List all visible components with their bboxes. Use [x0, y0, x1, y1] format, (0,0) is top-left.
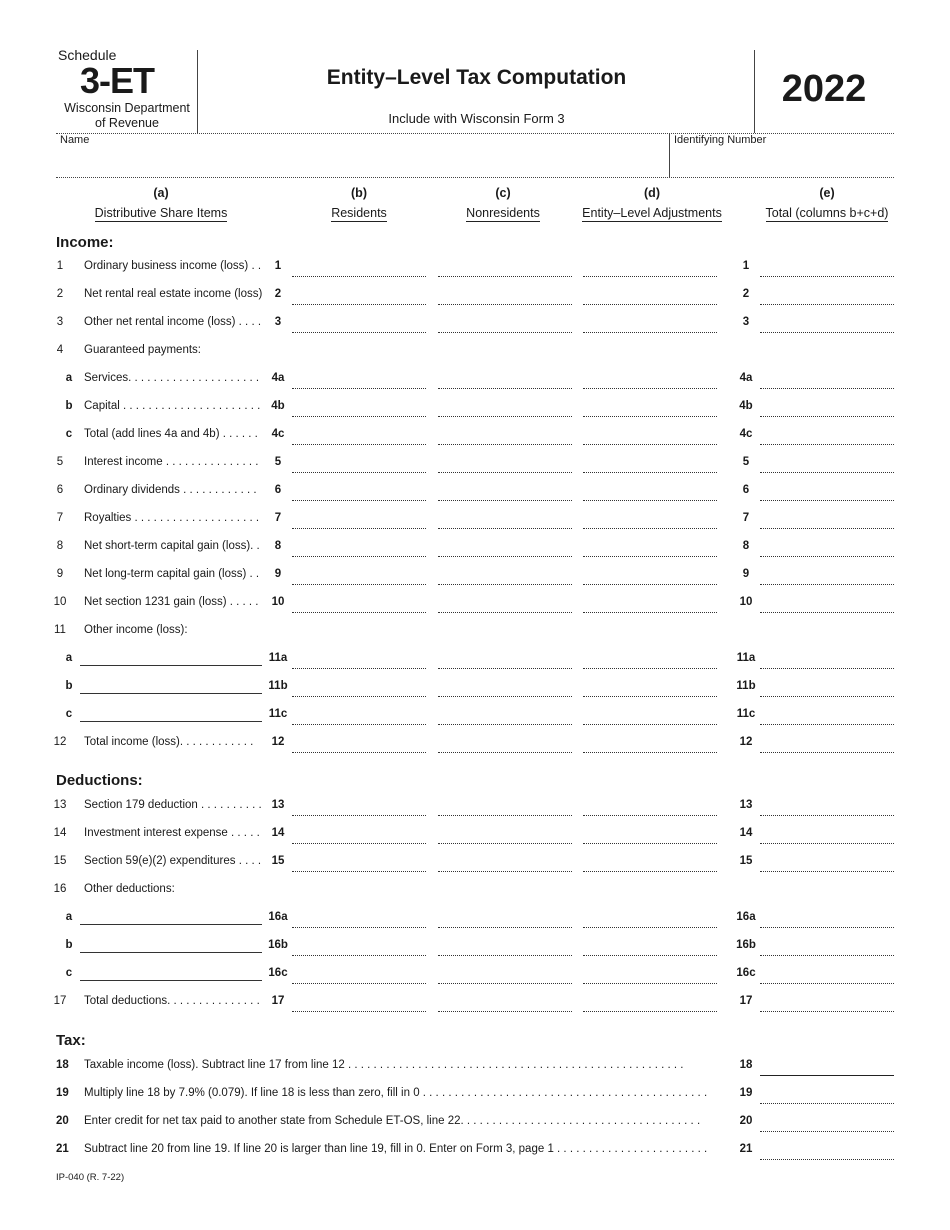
amount-field-col-c[interactable] [438, 696, 572, 697]
deduction-line-row [0, 939, 950, 959]
amount-field-col-c[interactable] [438, 472, 572, 473]
line-ref-right: 7 [742, 512, 750, 524]
deduction-line-row [0, 995, 950, 1015]
line-ref-right: 9 [742, 568, 750, 580]
column-name: Total (columns b+c+d) [765, 206, 889, 220]
amount-field-col-d[interactable] [583, 668, 717, 669]
line-ref-left: 16b [268, 939, 288, 951]
line-ref-right: 16b [736, 939, 756, 951]
amount-field-col-b[interactable] [292, 815, 426, 816]
column-name: Distributive Share Items [94, 206, 228, 220]
amount-field-col-d[interactable] [583, 444, 717, 445]
line-ref-left: 11c [268, 708, 288, 720]
line-ref-right: 10 [739, 596, 753, 608]
line-ref-right: 16c [736, 967, 756, 979]
income-line-row [0, 316, 950, 336]
line-description: Ordinary business income (loss) . . [84, 260, 262, 272]
income-line-row [0, 260, 950, 280]
line-description: Total deductions. . . . . . . . . . . . . . . [84, 995, 260, 1007]
line-number: c [65, 967, 73, 979]
amount-field-col-d[interactable] [583, 556, 717, 557]
amount-field-col-c[interactable] [438, 955, 572, 956]
form-id-footer: IP-040 (R. 7-22) [56, 1172, 125, 1183]
amount-field-col-b[interactable] [292, 752, 426, 753]
section-income: Income: [56, 234, 114, 251]
income-line-row [0, 540, 950, 560]
amount-field-col-d[interactable] [583, 388, 717, 389]
deduction-line-row [0, 883, 950, 903]
line-ref-right: 4c [739, 428, 753, 440]
income-line-row [0, 736, 950, 756]
amount-field-col-c[interactable] [438, 612, 572, 613]
amount-field-col-b[interactable] [292, 472, 426, 473]
amount-field-col-b[interactable] [292, 556, 426, 557]
amount-field-col-d[interactable] [583, 304, 717, 305]
amount-field-col-e[interactable] [760, 584, 894, 585]
column-letter: (e) [819, 186, 835, 200]
amount-field-col-b[interactable] [292, 612, 426, 613]
section-tax: Tax: [56, 1032, 86, 1049]
identifying-number-label: Identifying Number [674, 134, 767, 146]
line-description: Guaranteed payments: [84, 344, 201, 356]
line-description: Section 179 deduction . . . . . . . . . . [84, 799, 262, 811]
amount-field-col-c[interactable] [438, 871, 572, 872]
line-description: Royalties . . . . . . . . . . . . . . . . . . . . [84, 512, 260, 524]
column-header-b [292, 186, 426, 222]
column-header-e [756, 186, 898, 222]
amount-field-col-c[interactable] [438, 1011, 572, 1012]
amount-field-col-b[interactable] [292, 955, 426, 956]
line-number: 19 [56, 1087, 69, 1099]
line-description: Subtract line 20 from line 19. If line 20 is larger than line 19, fill in 0. Enter on Form 3, page 1 . . . . . . . . . . . . . . . . . . . . . . . . [84, 1143, 708, 1155]
amount-field-col-e[interactable] [760, 843, 894, 844]
income-line-row [0, 568, 950, 588]
line-ref-left: 8 [274, 540, 282, 552]
description-input[interactable] [80, 665, 262, 666]
line-ref-left: 7 [274, 512, 282, 524]
amount-field-col-e[interactable] [760, 871, 894, 872]
line-ref-left: 13 [271, 799, 285, 811]
line-ref-left: 1 [274, 260, 282, 272]
amount-field-col-c[interactable] [438, 815, 572, 816]
line-ref-left: 15 [271, 855, 285, 867]
amount-field-col-b[interactable] [292, 444, 426, 445]
header-divider-left [197, 50, 198, 133]
line-ref-right: 4b [739, 400, 753, 412]
line-number: 14 [53, 827, 67, 839]
line-ref-right: 12 [739, 736, 753, 748]
line-ref-left: 2 [274, 288, 282, 300]
column-letter: (b) [351, 186, 367, 200]
line-ref-right: 17 [739, 995, 753, 1007]
amount-field-col-b[interactable] [292, 388, 426, 389]
amount-field-col-b[interactable] [292, 500, 426, 501]
line-ref-right: 14 [739, 827, 753, 839]
tax-line-row [0, 1143, 950, 1163]
line-description: Taxable income (loss). Subtract line 17 from line 12 . . . . . . . . . . . . . . . . . . . . . . . . . . . . . . . . . . . . . . . . . . . . . . . . . . . . . [84, 1059, 684, 1071]
description-input[interactable] [80, 924, 262, 925]
amount-field-col-d[interactable] [583, 500, 717, 501]
amount-field-total[interactable] [760, 1159, 894, 1160]
amount-field-col-c[interactable] [438, 584, 572, 585]
identifying-number-field[interactable] [672, 147, 894, 175]
line-description: Net long-term capital gain (loss) . . [84, 568, 260, 580]
line-ref-right: 15 [739, 855, 753, 867]
amount-field-col-d[interactable] [583, 416, 717, 417]
line-description: Enter credit for net tax paid to another state from Schedule ET-OS, line 22. . . . . . . . . . . . . . . . . . . . . . . . . . . . . . . . . . . . . . [84, 1115, 701, 1127]
amount-field-col-c[interactable] [438, 927, 572, 928]
amount-field-col-d[interactable] [583, 724, 717, 725]
amount-field-col-b[interactable] [292, 843, 426, 844]
amount-field-col-c[interactable] [438, 983, 572, 984]
line-description: Interest income . . . . . . . . . . . . . . . [84, 456, 259, 468]
line-ref-left: 12 [271, 736, 285, 748]
amount-field-col-d[interactable] [583, 332, 717, 333]
deduction-line-row [0, 855, 950, 875]
line-ref-right: 6 [742, 484, 750, 496]
amount-field-col-e[interactable] [760, 815, 894, 816]
deduction-line-row [0, 799, 950, 819]
amount-field-col-b[interactable] [292, 332, 426, 333]
description-input[interactable] [80, 693, 262, 694]
line-ref-right: 20 [739, 1115, 753, 1127]
amount-field-col-c[interactable] [438, 444, 572, 445]
line-description: Net section 1231 gain (loss) . . . . . [84, 596, 259, 608]
amount-field-col-c[interactable] [438, 528, 572, 529]
income-line-row [0, 596, 950, 616]
line-number: 8 [56, 540, 64, 552]
amount-field-col-b[interactable] [292, 416, 426, 417]
line-number: b [65, 400, 73, 412]
amount-field-col-d[interactable] [583, 752, 717, 753]
line-number: 4 [56, 344, 64, 356]
line-ref-left: 5 [274, 456, 282, 468]
amount-field-col-e[interactable] [760, 1011, 894, 1012]
line-number: 5 [56, 456, 64, 468]
amount-field-col-e[interactable] [760, 983, 894, 984]
line-ref-left: 17 [271, 995, 285, 1007]
amount-field-col-d[interactable] [583, 955, 717, 956]
column-letter: (d) [644, 186, 660, 200]
amount-field-col-e[interactable] [760, 388, 894, 389]
line-ref-left: 11a [268, 652, 288, 664]
description-input[interactable] [80, 980, 262, 981]
tax-line-row [0, 1115, 950, 1135]
schedule-code: 3-ET [80, 60, 155, 101]
amount-field-col-d[interactable] [583, 276, 717, 277]
income-line-row [0, 456, 950, 476]
line-ref-left: 4c [271, 428, 285, 440]
line-number: 15 [53, 855, 67, 867]
amount-field-col-c[interactable] [438, 752, 572, 753]
line-description: Other income (loss): [84, 624, 188, 636]
amount-field-col-d[interactable] [583, 983, 717, 984]
income-line-row [0, 512, 950, 532]
line-number: 7 [56, 512, 64, 524]
line-ref-left: 16a [268, 911, 288, 923]
line-description: Net short-term capital gain (loss). . [84, 540, 260, 552]
amount-field-col-d[interactable] [583, 528, 717, 529]
column-header-c [436, 186, 570, 222]
amount-field-col-e[interactable] [760, 304, 894, 305]
line-number: c [65, 428, 73, 440]
income-line-row [0, 288, 950, 308]
amount-field-col-b[interactable] [292, 584, 426, 585]
column-letter: (c) [495, 186, 511, 200]
amount-field-col-b[interactable] [292, 927, 426, 928]
line-number: 9 [56, 568, 64, 580]
income-line-row [0, 680, 950, 700]
amount-field-col-b[interactable] [292, 696, 426, 697]
amount-field-col-e[interactable] [760, 955, 894, 956]
amount-field-col-d[interactable] [583, 927, 717, 928]
line-number: 21 [56, 1143, 69, 1155]
amount-field-col-d[interactable] [583, 1011, 717, 1012]
line-ref-right: 5 [742, 456, 750, 468]
amount-field-col-d[interactable] [583, 843, 717, 844]
amount-field-col-c[interactable] [438, 304, 572, 305]
tax-line-row [0, 1059, 950, 1079]
line-number: b [65, 939, 73, 951]
id-divider [669, 133, 670, 177]
line-number: 20 [56, 1115, 69, 1127]
amount-field-col-d[interactable] [583, 871, 717, 872]
line-description: Investment interest expense . . . . . [84, 827, 260, 839]
amount-field-col-b[interactable] [292, 724, 426, 725]
line-description: Ordinary dividends . . . . . . . . . . . . [84, 484, 257, 496]
income-line-row [0, 400, 950, 420]
line-description: Net rental real estate income (loss) [84, 288, 263, 300]
name-field[interactable] [56, 147, 668, 175]
line-ref-left: 3 [274, 316, 282, 328]
amount-field-col-c[interactable] [438, 843, 572, 844]
amount-field-col-c[interactable] [438, 388, 572, 389]
income-line-row [0, 624, 950, 644]
line-description: Section 59(e)(2) expenditures . . . . [84, 855, 262, 867]
line-ref-right: 18 [739, 1059, 753, 1071]
line-ref-left: 16c [268, 967, 288, 979]
tax-line-row [0, 1087, 950, 1107]
line-ref-right: 2 [742, 288, 750, 300]
amount-field-total[interactable] [760, 1103, 894, 1104]
line-ref-right: 21 [739, 1143, 753, 1155]
line-ref-right: 4a [739, 372, 753, 384]
amount-field-col-e[interactable] [760, 752, 894, 753]
amount-field-col-c[interactable] [438, 276, 572, 277]
department-name [58, 101, 196, 131]
amount-field-col-b[interactable] [292, 304, 426, 305]
line-ref-left: 4a [271, 372, 285, 384]
line-ref-right: 11c [736, 708, 756, 720]
line-number: 13 [53, 799, 67, 811]
department-line-2: of Revenue [95, 116, 159, 130]
deduction-line-row [0, 967, 950, 987]
header-divider-right [754, 50, 755, 133]
amount-field-col-b[interactable] [292, 276, 426, 277]
line-number: 12 [53, 736, 67, 748]
line-number: 2 [56, 288, 64, 300]
line-number: a [65, 372, 73, 384]
amount-field-col-e[interactable] [760, 528, 894, 529]
amount-field-col-d[interactable] [583, 612, 717, 613]
line-number: 10 [53, 596, 67, 608]
line-ref-right: 13 [739, 799, 753, 811]
amount-field-col-e[interactable] [760, 500, 894, 501]
amount-field-col-e[interactable] [760, 927, 894, 928]
form-title: Entity–Level Tax Computation [326, 66, 627, 89]
deduction-line-row [0, 911, 950, 931]
line-number: c [65, 708, 73, 720]
line-number: 11 [54, 624, 66, 636]
line-ref-right: 11a [736, 652, 756, 664]
line-number: 18 [56, 1059, 69, 1071]
section-deductions: Deductions: [56, 772, 143, 789]
line-description: Multiply line 18 by 7.9% (0.079). If line 18 is less than zero, fill in 0 . . . . . . . . . . . . . . . . . . . . . . . . . . . . . . . . . . . . . . . . . . . . . [84, 1087, 708, 1099]
column-name: Residents [331, 206, 387, 220]
amount-field-col-e[interactable] [760, 612, 894, 613]
line-ref-left: 11b [268, 680, 288, 692]
column-letter: (a) [153, 186, 169, 200]
amount-field-col-e[interactable] [760, 276, 894, 277]
line-ref-right: 16a [736, 911, 756, 923]
department-line-1: Wisconsin Department [64, 101, 190, 115]
column-name: Nonresidents [466, 206, 540, 220]
header-rule [56, 133, 894, 134]
amount-field-total[interactable] [760, 1131, 894, 1132]
income-line-row [0, 484, 950, 504]
form-subtitle: Include with Wisconsin Form 3 [388, 111, 565, 126]
amount-field-col-e[interactable] [760, 332, 894, 333]
amount-field-col-d[interactable] [583, 472, 717, 473]
line-description: Services. . . . . . . . . . . . . . . . . . . . . [84, 372, 260, 384]
amount-field-col-e[interactable] [760, 472, 894, 473]
amount-field-col-b[interactable] [292, 528, 426, 529]
line-ref-right: 3 [742, 316, 750, 328]
line-ref-right: 1 [742, 260, 750, 272]
amount-field-col-e[interactable] [760, 696, 894, 697]
line-number: 17 [53, 995, 67, 1007]
line-ref-left: 6 [274, 484, 282, 496]
line-ref-right: 19 [739, 1087, 753, 1099]
amount-field-col-c[interactable] [438, 416, 572, 417]
amount-field-col-d[interactable] [583, 584, 717, 585]
income-line-row [0, 708, 950, 728]
line-description: Total income (loss). . . . . . . . . . . . [84, 736, 254, 748]
amount-field-col-e[interactable] [760, 416, 894, 417]
identity-rule [56, 177, 894, 178]
income-line-row [0, 428, 950, 448]
line-description: Capital . . . . . . . . . . . . . . . . . . . . . . [84, 400, 261, 412]
line-number: 3 [56, 316, 64, 328]
amount-field-col-b[interactable] [292, 668, 426, 669]
name-label: Name [60, 134, 90, 146]
line-number: a [65, 911, 73, 923]
amount-field-col-d[interactable] [583, 696, 717, 697]
amount-field-col-c[interactable] [438, 556, 572, 557]
amount-field-col-b[interactable] [292, 983, 426, 984]
amount-field-col-e[interactable] [760, 556, 894, 557]
tax-year: 2022 [781, 68, 867, 110]
amount-field-col-c[interactable] [438, 724, 572, 725]
column-header-a [80, 186, 242, 222]
line-ref-right: 8 [742, 540, 750, 552]
schedule-label: Schedule [58, 47, 117, 63]
amount-field-col-e[interactable] [760, 724, 894, 725]
line-number: b [65, 680, 73, 692]
line-ref-left: 9 [274, 568, 282, 580]
line-description: Other net rental income (loss) . . . . [84, 316, 262, 328]
line-ref-left: 14 [271, 827, 285, 839]
line-ref-right: 11b [736, 680, 756, 692]
line-description: Other deductions: [84, 883, 175, 895]
column-header-d [572, 186, 732, 222]
line-ref-left: 10 [271, 596, 285, 608]
amount-field-col-b[interactable] [292, 871, 426, 872]
line-number: 1 [56, 260, 64, 272]
column-name: Entity–Level Adjustments [582, 206, 722, 220]
description-input[interactable] [80, 952, 262, 953]
line-description: Total (add lines 4a and 4b) . . . . . . [84, 428, 258, 440]
amount-field-col-c[interactable] [438, 668, 572, 669]
line-number: 16 [53, 883, 67, 895]
amount-field-col-e[interactable] [760, 668, 894, 669]
amount-field-col-e[interactable] [760, 444, 894, 445]
description-input[interactable] [80, 721, 262, 722]
line-number: a [65, 652, 73, 664]
income-line-row [0, 372, 950, 392]
income-line-row [0, 652, 950, 672]
amount-field-col-c[interactable] [438, 332, 572, 333]
amount-field-col-b[interactable] [292, 1011, 426, 1012]
line-ref-left: 4b [271, 400, 285, 412]
line-number: 6 [56, 484, 64, 496]
amount-field-col-d[interactable] [583, 815, 717, 816]
deduction-line-row [0, 827, 950, 847]
amount-field-col-c[interactable] [438, 500, 572, 501]
amount-field-total[interactable] [760, 1075, 894, 1076]
income-line-row [0, 344, 950, 364]
